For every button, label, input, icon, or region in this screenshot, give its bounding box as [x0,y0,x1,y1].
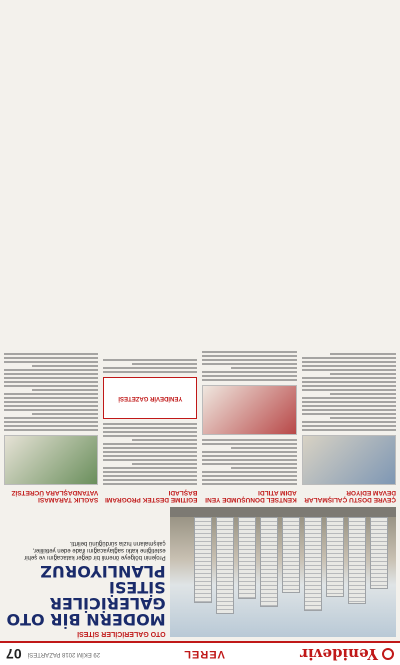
logo-text: Yenidevir [300,645,378,663]
article-title: SAĞLIK TARAMASI VATANDAŞLARA ÜCRETSİZ [11,488,99,503]
article-body [203,439,297,485]
article-body [203,351,297,381]
building-shape [194,517,212,603]
article-photo [302,435,396,485]
article-body [103,423,197,485]
article-title: ÇEVRE DOSTU ÇALIŞMALAR DEVAM EDİYOR [304,488,396,503]
building-shape [348,517,366,604]
logo-icon [382,648,394,660]
building-shape [238,517,256,599]
lede: Projenin bölgeye önemli bir değer katacağını ve şehir estetiğine katkı sağlayacağını ifade eden yetkililer, çalışmaların hızla sürdüğünü belirtti. [24,539,166,560]
headline: MODERN BİR OTO GALERİCİLER SİTESİ PLANLIYORUZ [6,562,166,629]
ad-box: YENİDEVİR GAZETESİ [103,377,197,419]
building-shape [216,517,234,614]
article-column [103,4,197,503]
article-columns [4,4,396,503]
building-shape [370,517,388,589]
article-photo [203,385,297,435]
article-body [103,359,197,373]
issue-date: 29 EKİM 2018 PAZARTESİ [27,651,101,657]
masthead [0,641,400,665]
article-body [302,353,396,431]
article-body [4,353,98,431]
section-title: VEREL [183,648,225,660]
article-column [302,4,396,503]
page-number: 07 [6,646,22,662]
kicker: OTO GALERİCİLER SİTESİ [77,630,166,637]
article-column [203,4,297,503]
building-shape [326,517,344,597]
article-title: EĞİTİME DESTEK PROGRAMI BAŞLADI [105,488,198,503]
article-title: KENTSEL DÖNÜŞÜMDE YENİ ADIM ATILDI [205,488,297,503]
newspaper-logo [300,645,394,663]
lead-photo [170,507,396,637]
lead-story [4,507,396,637]
building-shape [260,517,278,607]
article-column [4,4,98,503]
article-photo [4,435,98,485]
headline-block [4,507,166,637]
building-shape [304,517,322,611]
road-shape [170,507,396,517]
building-shape [282,517,300,593]
